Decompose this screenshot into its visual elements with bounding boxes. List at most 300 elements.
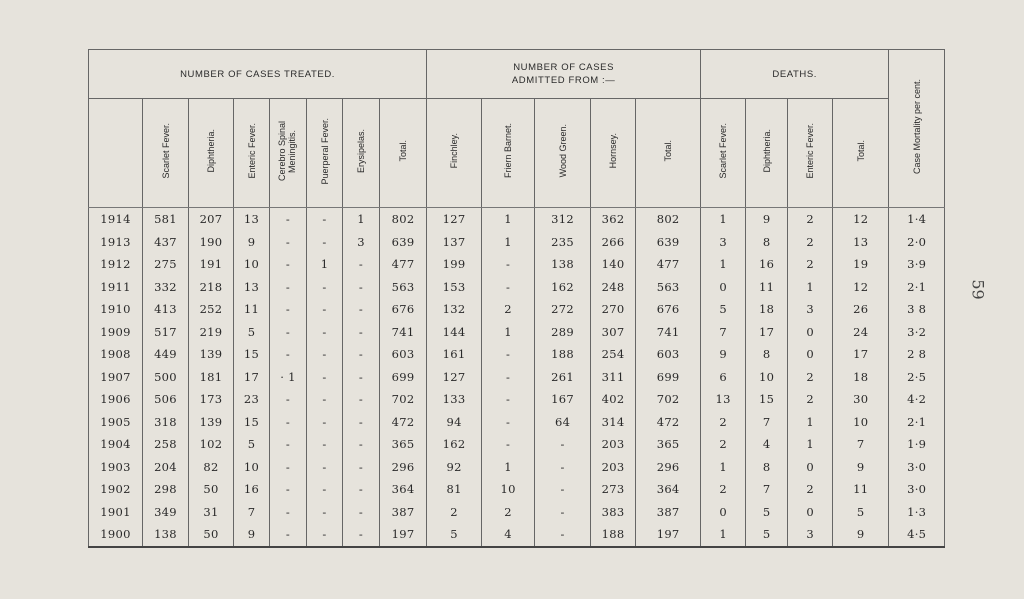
cell-admitted-total: 365 — [636, 433, 701, 456]
cell-admitted-total: 603 — [636, 343, 701, 366]
cell-deaths-enteric-fever: 2 — [788, 253, 833, 276]
cell-treated-erysipelas: - — [343, 456, 380, 479]
col-deaths-enteric-fever: Enteric Fever. — [788, 99, 833, 208]
cell-treated-enteric-fever: 5 — [234, 433, 270, 456]
col-treated-cerebro-spinal-meningitis: Cerebro Spinal Meningitis. — [270, 99, 307, 208]
cell-deaths-total: 12 — [833, 208, 889, 231]
cell-deaths-diphtheria: 8 — [746, 343, 788, 366]
cell-treated-puerperal-fever: - — [307, 478, 343, 501]
cell-treated-enteric-fever: 7 — [234, 501, 270, 524]
cell-admitted-finchley: 199 — [427, 253, 482, 276]
cell-treated-scarlet-fever: 138 — [143, 523, 189, 547]
cell-deaths-enteric-fever: 1 — [788, 411, 833, 434]
col-deaths-total: Total. — [833, 99, 889, 208]
col-deaths-diphtheria: Diphtheria. — [746, 99, 788, 208]
cell-deaths-scarlet-fever: 9 — [701, 343, 746, 366]
cell-admitted-wood-green: 312 — [535, 208, 591, 231]
cell-deaths-total: 19 — [833, 253, 889, 276]
cell-treated-puerperal-fever: - — [307, 501, 343, 524]
cell-admitted-friern-barnet: 2 — [482, 501, 535, 524]
cell-year: 1912 — [89, 253, 143, 276]
cell-treated-enteric-fever: 16 — [234, 478, 270, 501]
cell-deaths-diphtheria: 11 — [746, 276, 788, 299]
cell-treated-puerperal-fever: - — [307, 388, 343, 411]
cell-deaths-enteric-fever: 1 — [788, 276, 833, 299]
cell-treated-puerperal-fever: - — [307, 523, 343, 547]
cell-treated-total: 364 — [380, 478, 427, 501]
cell-treated-scarlet-fever: 449 — [143, 343, 189, 366]
header-cases-admitted: NUMBER OF CASES ADMITTED FROM :— — [427, 50, 701, 99]
cell-admitted-friern-barnet: 1 — [482, 456, 535, 479]
cell-treated-erysipelas: - — [343, 298, 380, 321]
cell-admitted-wood-green: 261 — [535, 366, 591, 389]
table-row — [89, 478, 945, 501]
cell-treated-scarlet-fever: 581 — [143, 208, 189, 231]
table-row — [89, 523, 945, 547]
cell-year: 1911 — [89, 276, 143, 299]
cell-admitted-wood-green: 167 — [535, 388, 591, 411]
col-admitted-finchley: Finchley. — [427, 99, 482, 208]
cell-treated-scarlet-fever: 500 — [143, 366, 189, 389]
cell-case-mortality: 2·1 — [889, 411, 945, 434]
cell-treated-enteric-fever: 13 — [234, 276, 270, 299]
cell-admitted-total: 197 — [636, 523, 701, 547]
cell-treated-erysipelas: - — [343, 523, 380, 547]
cell-admitted-friern-barnet: 2 — [482, 298, 535, 321]
cell-treated-cerebro-spinal-meningitis: - — [270, 321, 307, 344]
cell-admitted-hornsey: 203 — [591, 456, 636, 479]
cell-treated-puerperal-fever: - — [307, 231, 343, 254]
cell-deaths-scarlet-fever: 0 — [701, 276, 746, 299]
table-row — [89, 411, 945, 434]
cell-admitted-total: 802 — [636, 208, 701, 231]
cell-deaths-total: 11 — [833, 478, 889, 501]
cell-admitted-finchley: 92 — [427, 456, 482, 479]
cell-deaths-total: 18 — [833, 366, 889, 389]
cell-case-mortality: 2·5 — [889, 366, 945, 389]
cell-deaths-scarlet-fever: 2 — [701, 433, 746, 456]
cell-treated-enteric-fever: 10 — [234, 456, 270, 479]
cell-deaths-enteric-fever: 2 — [788, 208, 833, 231]
cell-deaths-scarlet-fever: 6 — [701, 366, 746, 389]
cell-treated-erysipelas: - — [343, 343, 380, 366]
cell-admitted-hornsey: 266 — [591, 231, 636, 254]
cell-admitted-wood-green: 289 — [535, 321, 591, 344]
table-row — [89, 231, 945, 254]
cell-admitted-wood-green: 138 — [535, 253, 591, 276]
cell-admitted-total: 563 — [636, 276, 701, 299]
cell-treated-enteric-fever: 11 — [234, 298, 270, 321]
cell-treated-scarlet-fever: 275 — [143, 253, 189, 276]
cell-admitted-friern-barnet: 4 — [482, 523, 535, 547]
cell-treated-diphtheria: 181 — [189, 366, 234, 389]
cell-treated-scarlet-fever: 349 — [143, 501, 189, 524]
cell-admitted-friern-barnet: - — [482, 388, 535, 411]
cell-year: 1913 — [89, 231, 143, 254]
cell-deaths-diphtheria: 4 — [746, 433, 788, 456]
cell-admitted-wood-green: 272 — [535, 298, 591, 321]
cell-admitted-finchley: 94 — [427, 411, 482, 434]
cell-admitted-hornsey: 270 — [591, 298, 636, 321]
cell-treated-puerperal-fever: - — [307, 276, 343, 299]
cell-treated-puerperal-fever: - — [307, 208, 343, 231]
cell-admitted-hornsey: 314 — [591, 411, 636, 434]
cell-case-mortality: 3·0 — [889, 456, 945, 479]
table-row — [89, 343, 945, 366]
cell-admitted-hornsey: 140 — [591, 253, 636, 276]
cell-deaths-diphtheria: 8 — [746, 456, 788, 479]
cell-deaths-scarlet-fever: 3 — [701, 231, 746, 254]
cell-treated-diphtheria: 31 — [189, 501, 234, 524]
cell-deaths-scarlet-fever: 2 — [701, 478, 746, 501]
cell-treated-enteric-fever: 23 — [234, 388, 270, 411]
cell-admitted-total: 676 — [636, 298, 701, 321]
cell-treated-total: 472 — [380, 411, 427, 434]
cell-admitted-friern-barnet: - — [482, 411, 535, 434]
table-row — [89, 253, 945, 276]
cell-deaths-enteric-fever: 2 — [788, 478, 833, 501]
cell-year: 1900 — [89, 523, 143, 547]
cell-treated-cerebro-spinal-meningitis: - — [270, 478, 307, 501]
cell-treated-erysipelas: 3 — [343, 231, 380, 254]
cell-treated-cerebro-spinal-meningitis: - — [270, 208, 307, 231]
col-treated-puerperal-fever: Puerperal Fever. — [307, 99, 343, 208]
cell-admitted-finchley: 127 — [427, 208, 482, 231]
cell-deaths-scarlet-fever: 7 — [701, 321, 746, 344]
cell-admitted-total: 639 — [636, 231, 701, 254]
cell-deaths-total: 10 — [833, 411, 889, 434]
cell-deaths-diphtheria: 5 — [746, 501, 788, 524]
cell-treated-diphtheria: 173 — [189, 388, 234, 411]
cell-admitted-friern-barnet: 1 — [482, 231, 535, 254]
cell-treated-diphtheria: 218 — [189, 276, 234, 299]
cell-treated-puerperal-fever: - — [307, 366, 343, 389]
cell-admitted-wood-green: - — [535, 433, 591, 456]
table-row — [89, 366, 945, 389]
cell-deaths-diphtheria: 15 — [746, 388, 788, 411]
cell-treated-diphtheria: 139 — [189, 411, 234, 434]
table-row — [89, 276, 945, 299]
cell-treated-cerebro-spinal-meningitis: - — [270, 456, 307, 479]
cell-treated-enteric-fever: 10 — [234, 253, 270, 276]
cell-admitted-wood-green: 188 — [535, 343, 591, 366]
cell-admitted-total: 699 — [636, 366, 701, 389]
header-deaths: DEATHS. — [701, 50, 889, 99]
cell-admitted-finchley: 81 — [427, 478, 482, 501]
cell-admitted-hornsey: 188 — [591, 523, 636, 547]
cell-treated-total: 702 — [380, 388, 427, 411]
table-row — [89, 208, 945, 231]
cell-treated-total: 639 — [380, 231, 427, 254]
cell-deaths-diphtheria: 5 — [746, 523, 788, 547]
cell-year: 1901 — [89, 501, 143, 524]
cell-admitted-friern-barnet: - — [482, 343, 535, 366]
cell-admitted-friern-barnet: - — [482, 366, 535, 389]
cell-treated-cerebro-spinal-meningitis: · 1 — [270, 366, 307, 389]
cell-treated-puerperal-fever: - — [307, 411, 343, 434]
cell-treated-diphtheria: 82 — [189, 456, 234, 479]
header-year — [89, 99, 143, 208]
cell-deaths-diphtheria: 8 — [746, 231, 788, 254]
cell-treated-erysipelas: - — [343, 478, 380, 501]
table-row — [89, 433, 945, 456]
cell-treated-total: 802 — [380, 208, 427, 231]
cell-deaths-scarlet-fever: 1 — [701, 253, 746, 276]
cell-deaths-diphtheria: 9 — [746, 208, 788, 231]
cell-admitted-friern-barnet: - — [482, 433, 535, 456]
cell-treated-total: 387 — [380, 501, 427, 524]
cell-case-mortality: 1·9 — [889, 433, 945, 456]
cell-admitted-total: 296 — [636, 456, 701, 479]
cell-admitted-finchley: 161 — [427, 343, 482, 366]
cell-deaths-scarlet-fever: 13 — [701, 388, 746, 411]
cell-admitted-friern-barnet: - — [482, 276, 535, 299]
cell-year: 1906 — [89, 388, 143, 411]
cell-treated-puerperal-fever: - — [307, 321, 343, 344]
cell-admitted-hornsey: 311 — [591, 366, 636, 389]
cell-treated-cerebro-spinal-meningitis: - — [270, 298, 307, 321]
cell-year: 1902 — [89, 478, 143, 501]
cell-treated-diphtheria: 207 — [189, 208, 234, 231]
cell-treated-total: 477 — [380, 253, 427, 276]
cell-deaths-enteric-fever: 2 — [788, 366, 833, 389]
cell-admitted-finchley: 162 — [427, 433, 482, 456]
cell-treated-erysipelas: - — [343, 433, 380, 456]
cell-deaths-scarlet-fever: 0 — [701, 501, 746, 524]
cell-case-mortality: 2 8 — [889, 343, 945, 366]
cell-treated-erysipelas: 1 — [343, 208, 380, 231]
col-admitted-total: Total. — [636, 99, 701, 208]
table-row — [89, 298, 945, 321]
cell-year: 1904 — [89, 433, 143, 456]
cell-treated-enteric-fever: 15 — [234, 411, 270, 434]
cell-case-mortality: 1·3 — [889, 501, 945, 524]
cell-deaths-enteric-fever: 0 — [788, 321, 833, 344]
cell-deaths-diphtheria: 7 — [746, 411, 788, 434]
cell-admitted-finchley: 5 — [427, 523, 482, 547]
cell-case-mortality: 3 8 — [889, 298, 945, 321]
cell-treated-erysipelas: - — [343, 321, 380, 344]
cell-treated-enteric-fever: 5 — [234, 321, 270, 344]
cell-treated-cerebro-spinal-meningitis: - — [270, 388, 307, 411]
cell-year: 1909 — [89, 321, 143, 344]
cell-treated-erysipelas: - — [343, 388, 380, 411]
cell-treated-total: 563 — [380, 276, 427, 299]
cell-treated-diphtheria: 252 — [189, 298, 234, 321]
cell-admitted-total: 741 — [636, 321, 701, 344]
col-treated-scarlet-fever: Scarlet Fever. — [143, 99, 189, 208]
cell-admitted-finchley: 153 — [427, 276, 482, 299]
cell-treated-total: 741 — [380, 321, 427, 344]
cell-deaths-enteric-fever: 0 — [788, 501, 833, 524]
cell-deaths-diphtheria: 16 — [746, 253, 788, 276]
header-cases-treated: NUMBER OF CASES TREATED. — [89, 50, 427, 99]
cell-treated-scarlet-fever: 258 — [143, 433, 189, 456]
col-deaths-scarlet-fever: Scarlet Fever. — [701, 99, 746, 208]
cell-treated-total: 365 — [380, 433, 427, 456]
col-treated-total: Total. — [380, 99, 427, 208]
cell-treated-cerebro-spinal-meningitis: - — [270, 343, 307, 366]
cell-admitted-hornsey: 273 — [591, 478, 636, 501]
cell-deaths-total: 17 — [833, 343, 889, 366]
cell-deaths-diphtheria: 10 — [746, 366, 788, 389]
cell-treated-enteric-fever: 13 — [234, 208, 270, 231]
cell-treated-scarlet-fever: 413 — [143, 298, 189, 321]
col-treated-erysipelas: Erysipelas. — [343, 99, 380, 208]
cell-treated-scarlet-fever: 506 — [143, 388, 189, 411]
col-admitted-wood-green: Wood Green. — [535, 99, 591, 208]
cell-case-mortality: 2·1 — [889, 276, 945, 299]
cell-treated-diphtheria: 191 — [189, 253, 234, 276]
cell-treated-scarlet-fever: 437 — [143, 231, 189, 254]
cell-deaths-enteric-fever: 0 — [788, 456, 833, 479]
cell-deaths-scarlet-fever: 1 — [701, 208, 746, 231]
cell-year: 1903 — [89, 456, 143, 479]
cell-deaths-diphtheria: 18 — [746, 298, 788, 321]
cell-treated-puerperal-fever: - — [307, 298, 343, 321]
cell-admitted-total: 702 — [636, 388, 701, 411]
cell-admitted-wood-green: 64 — [535, 411, 591, 434]
cell-treated-enteric-fever: 17 — [234, 366, 270, 389]
cell-treated-total: 296 — [380, 456, 427, 479]
col-treated-diphtheria: Diphtheria. — [189, 99, 234, 208]
cell-deaths-scarlet-fever: 1 — [701, 456, 746, 479]
cell-treated-diphtheria: 219 — [189, 321, 234, 344]
cell-treated-diphtheria: 102 — [189, 433, 234, 456]
cell-admitted-friern-barnet: 1 — [482, 208, 535, 231]
cell-treated-diphtheria: 190 — [189, 231, 234, 254]
cell-treated-cerebro-spinal-meningitis: - — [270, 231, 307, 254]
cell-treated-puerperal-fever: - — [307, 456, 343, 479]
cell-deaths-scarlet-fever: 2 — [701, 411, 746, 434]
cell-admitted-finchley: 2 — [427, 501, 482, 524]
cell-treated-puerperal-fever: - — [307, 433, 343, 456]
cell-treated-erysipelas: - — [343, 411, 380, 434]
cell-admitted-hornsey: 248 — [591, 276, 636, 299]
cell-admitted-wood-green: - — [535, 501, 591, 524]
cell-treated-enteric-fever: 9 — [234, 523, 270, 547]
cell-deaths-diphtheria: 17 — [746, 321, 788, 344]
cell-treated-cerebro-spinal-meningitis: - — [270, 276, 307, 299]
cell-admitted-friern-barnet: 1 — [482, 321, 535, 344]
cell-admitted-finchley: 127 — [427, 366, 482, 389]
cell-deaths-total: 9 — [833, 456, 889, 479]
cell-deaths-enteric-fever: 0 — [788, 343, 833, 366]
cell-treated-enteric-fever: 9 — [234, 231, 270, 254]
cell-treated-cerebro-spinal-meningitis: - — [270, 433, 307, 456]
cell-admitted-total: 477 — [636, 253, 701, 276]
cell-treated-total: 603 — [380, 343, 427, 366]
cell-treated-scarlet-fever: 318 — [143, 411, 189, 434]
cell-admitted-wood-green: - — [535, 456, 591, 479]
cell-deaths-enteric-fever: 2 — [788, 231, 833, 254]
cell-treated-erysipelas: - — [343, 501, 380, 524]
table-row — [89, 456, 945, 479]
statistics-table — [88, 49, 945, 548]
cell-deaths-total: 26 — [833, 298, 889, 321]
cell-admitted-total: 387 — [636, 501, 701, 524]
cell-deaths-total: 12 — [833, 276, 889, 299]
cell-deaths-scarlet-fever: 5 — [701, 298, 746, 321]
cell-treated-puerperal-fever: - — [307, 343, 343, 366]
cell-deaths-total: 13 — [833, 231, 889, 254]
cell-deaths-enteric-fever: 3 — [788, 523, 833, 547]
col-treated-enteric-fever: Enteric Fever. — [234, 99, 270, 208]
cell-year: 1907 — [89, 366, 143, 389]
cell-deaths-enteric-fever: 2 — [788, 388, 833, 411]
cell-deaths-total: 24 — [833, 321, 889, 344]
cell-treated-total: 676 — [380, 298, 427, 321]
cell-year: 1908 — [89, 343, 143, 366]
cell-admitted-hornsey: 203 — [591, 433, 636, 456]
cell-year: 1910 — [89, 298, 143, 321]
cell-admitted-hornsey: 307 — [591, 321, 636, 344]
cell-treated-erysipelas: - — [343, 366, 380, 389]
table-row — [89, 388, 945, 411]
cell-case-mortality: 2·0 — [889, 231, 945, 254]
cell-treated-cerebro-spinal-meningitis: - — [270, 501, 307, 524]
cell-treated-erysipelas: - — [343, 276, 380, 299]
cell-admitted-finchley: 132 — [427, 298, 482, 321]
cell-treated-total: 699 — [380, 366, 427, 389]
cell-treated-erysipelas: - — [343, 253, 380, 276]
cell-admitted-hornsey: 254 — [591, 343, 636, 366]
cell-treated-cerebro-spinal-meningitis: - — [270, 253, 307, 276]
page-number: 59 — [968, 279, 988, 300]
cell-treated-scarlet-fever: 204 — [143, 456, 189, 479]
cell-admitted-hornsey: 402 — [591, 388, 636, 411]
cell-treated-puerperal-fever: 1 — [307, 253, 343, 276]
cell-admitted-friern-barnet: 10 — [482, 478, 535, 501]
cell-admitted-wood-green: - — [535, 478, 591, 501]
cell-admitted-wood-green: 162 — [535, 276, 591, 299]
col-admitted-hornsey: Hornsey. — [591, 99, 636, 208]
cell-year: 1905 — [89, 411, 143, 434]
cell-deaths-total: 30 — [833, 388, 889, 411]
cell-deaths-total: 9 — [833, 523, 889, 547]
cell-deaths-scarlet-fever: 1 — [701, 523, 746, 547]
cell-treated-scarlet-fever: 332 — [143, 276, 189, 299]
cell-deaths-total: 5 — [833, 501, 889, 524]
table-row — [89, 321, 945, 344]
cell-treated-cerebro-spinal-meningitis: - — [270, 411, 307, 434]
cell-admitted-finchley: 144 — [427, 321, 482, 344]
cell-admitted-wood-green: - — [535, 523, 591, 547]
cell-admitted-hornsey: 362 — [591, 208, 636, 231]
cell-admitted-wood-green: 235 — [535, 231, 591, 254]
cell-admitted-friern-barnet: - — [482, 253, 535, 276]
cell-case-mortality: 3·9 — [889, 253, 945, 276]
cell-treated-scarlet-fever: 298 — [143, 478, 189, 501]
cell-admitted-total: 472 — [636, 411, 701, 434]
cell-deaths-enteric-fever: 3 — [788, 298, 833, 321]
cell-admitted-total: 364 — [636, 478, 701, 501]
cell-treated-diphtheria: 50 — [189, 478, 234, 501]
cell-deaths-enteric-fever: 1 — [788, 433, 833, 456]
cell-admitted-finchley: 137 — [427, 231, 482, 254]
col-admitted-friern-barnet: Friern Barnet. — [482, 99, 535, 208]
cell-treated-scarlet-fever: 517 — [143, 321, 189, 344]
cell-case-mortality: 3·2 — [889, 321, 945, 344]
cell-treated-cerebro-spinal-meningitis: - — [270, 523, 307, 547]
cell-treated-diphtheria: 139 — [189, 343, 234, 366]
header-case-mortality: Case Mortality per cent. — [889, 50, 945, 208]
cell-case-mortality: 4·2 — [889, 388, 945, 411]
table-row — [89, 501, 945, 524]
cell-treated-total: 197 — [380, 523, 427, 547]
cell-admitted-hornsey: 383 — [591, 501, 636, 524]
cell-case-mortality: 4·5 — [889, 523, 945, 547]
